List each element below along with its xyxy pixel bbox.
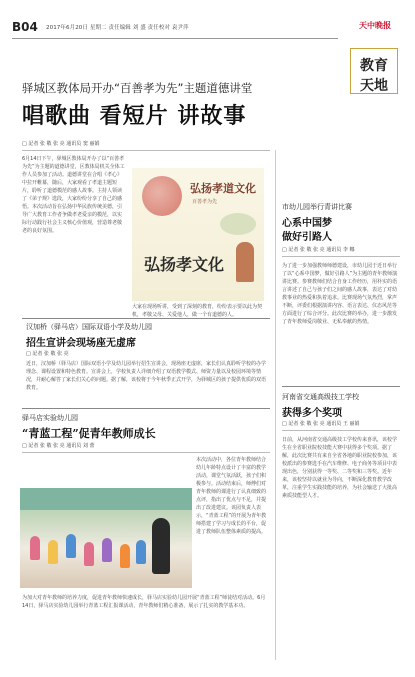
story3-title: “青蓝工程”促青年教师成长 (22, 427, 156, 440)
story3-top-rule (22, 408, 270, 409)
image-child (48, 540, 58, 564)
story5-kicker: 河南省交通高级技工学校 (282, 393, 359, 401)
story3-byline: □ 記者 张 敬 张 亮 通讯员 刘 蕾 (22, 443, 95, 449)
image-tree (220, 213, 256, 235)
image-figure (142, 176, 182, 216)
story2-title: 招生宣讲会现场座无虚席 (26, 338, 136, 349)
section-label-line1: 教育 (360, 58, 388, 74)
lead-subtitle: 驿城区教体局开办“百善孝为先”主题道德讲堂 (22, 81, 253, 95)
image-calligraphy-1: 弘扬孝道文化 (190, 182, 256, 195)
image-calligraphy-2: 弘扬孝文化 (144, 255, 225, 274)
story4-body: 为了进一步加强教师师德建设，市幼儿园于近日举行了以“心系中国梦，做好引路人”为主题的青年教师演讲比赛。参赛教师们结合自身工作经历，用朴实的语言讲述了自己与孩子们之间的感人故事，表达了对幼教事业的热爱和执着追求。比赛现场气氛热烈，掌声不断，评委们根据演讲内容、语言表达、仪态风范等方面进行了综合评分。此次比赛的举办，进一步激发了青年教师爱岗敬业、无私奉献的热情。 (282, 263, 398, 325)
story5-top-rule (282, 386, 400, 387)
story5-divider (282, 430, 400, 431)
section-label-box (350, 48, 398, 94)
lead-image (132, 168, 264, 301)
lead-body-left: 6月14日下午，驿城区教体局开办了以“百善孝为先”为主题的道德讲堂，区教体局机关全体工作人员参加了活动。道德讲堂在合唱《孝心》中拉开帷幕，随后，大家观看了孝道主题短片，聆听了道德模范的感人故事。主持人领读了《弟子规》选段，大家纷纷分享了自己的感悟。本次活动旨在弘扬中华民族传统美德，引导广大教育工作者争做孝老爱亲的模范，以实际行动践行社会主义核心价值观，营造尊老敬老的良好氛围。 (22, 156, 125, 234)
story2-top-rule (22, 318, 270, 319)
image-classroom-wall (20, 488, 192, 510)
image-child (136, 540, 146, 564)
story4-byline: □ 記者 张 敬 张 亮 通讯员 李 娜 (282, 247, 355, 253)
story4-divider (282, 256, 400, 257)
story3-kicker: 驿马店实验幼儿园 (22, 414, 78, 422)
story3-body-right: 本次活动中，各位青年教师结合幼儿年龄特点设计了丰富的教学活动，课堂气氛活跃，孩子们积极参与。活动结束后，师傅们对青年教师的课进行了认真细致的点评，指出了优点与不足，并提出了改进建议。该园负责人表示，“青蓝工程”的开展为青年教师搭建了学习与成长的平台，促进了教师队伍整体素质的提高。 (196, 457, 267, 535)
story5-body: 日前，从河南省交通高级技工学校传来喜讯，该校学生在全省职业院校技能大赛中获得多个奖项。据了解，此次比赛共有来自全省各地的职业院校参加，该校派出的参赛选手在汽车维修、电子商务等项目中表现出色，分别获得一等奖、二等奖和三等奖。近年来，该校坚持以就业为导向，不断深化教育教学改革，注重学生实践技能的培养，为社会输送了大批高素质技能型人才。 (282, 437, 398, 499)
story2-body: 近日，汉加桥（驿马店）国际双语小学及幼儿园举行招生宣讲会，现场座无虚席，家长们认真聆听学校的办学理念、课程设置和特色教育。宣讲会上，学校负责人详细介绍了双语教学模式、师资力量以及校园环境等情况，并耐心解答了家长们关心的问题。据了解，该校将于今年秋季正式开学，为驿城区的孩子提供优质的双语教育。 (26, 361, 267, 391)
image-calligraphy-1b: 百善孝为先 (192, 199, 218, 205)
story5-byline: □ 記者 张 敬 张 亮 通讯员 王 丽娟 (282, 421, 360, 427)
image-child (102, 538, 112, 562)
newspaper-logo: 天中晚报 (359, 20, 391, 30)
image-figure-2 (236, 242, 254, 282)
story3-image (20, 488, 192, 588)
story5-title: 获得多个奖项 (282, 408, 342, 419)
image-child (66, 534, 76, 558)
lead-divider (22, 150, 270, 151)
lead-body-right: 大家在现场听讲，受到了深刻的教育，纷纷表示要以此为契机，孝敬父母、关爱他人，做一个有道德的人。 (132, 304, 263, 318)
story2-byline: □ 記者 张 敬 张 亮 (26, 351, 69, 357)
story4-title-line1: 心系中国梦 (282, 218, 332, 229)
issue-info: 2017年6月20日 星期二 责任编辑 刘 盛 责任校对 袁尹萍 (46, 25, 189, 31)
image-child (120, 544, 130, 568)
image-child (84, 542, 94, 566)
story2-kicker: 汉加桥（驿马店）国际双语小学及幼儿园 (26, 323, 152, 331)
story4-kicker: 市幼儿园举行青讲比赛 (282, 203, 352, 211)
page-code: B04 (12, 20, 38, 34)
image-child (30, 536, 40, 560)
column-divider (275, 150, 276, 660)
lead-byline: □ 記者 张 敬 张 亮 通讯员 窦 丽娟 (22, 141, 100, 147)
story4-title-line2: 做好引路人 (282, 232, 332, 243)
story3-body-left: 为加大对青年教师的培养力度，促进青年教师快速成长，驿马店实验幼儿园开展“青蓝工程”师徒结对活动。6月14日，驿马店实验幼儿园举行青蓝工程汇报课活动，青年教师们精心准备，展示了扎实的教学基本功。 (22, 595, 266, 609)
image-teacher (152, 518, 170, 574)
header-divider (12, 38, 338, 39)
lead-title: 唱歌曲 看短片 讲故事 (22, 103, 247, 129)
section-label-line2: 天地 (360, 78, 388, 94)
story3-divider (22, 452, 270, 453)
